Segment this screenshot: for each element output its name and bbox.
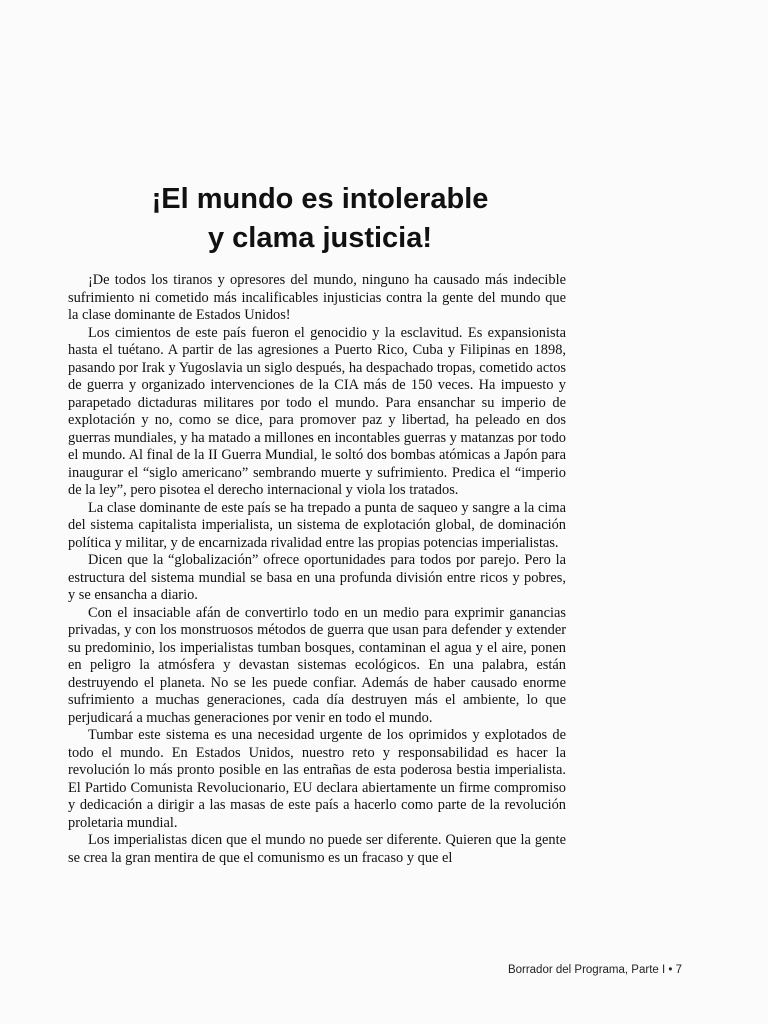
paragraph: Dicen que la “globalización” ofrece oportunidades para todos por parejo. Pero la estructura del sistema mundial se basa en una profunda división entre ricos y pobres, y se ensancha a diario. — [68, 552, 566, 603]
paragraph: Los cimientos de este país fueron el genocidio y la esclavitud. Es expansionista hasta el tuétano. A partir de las agresiones a Puerto Rico, Cuba y Filipinas en 1898, pasando por Irak y Yugoslavia un siglo después, ha despachado tropas, cometido actos de guerra y organizado intervenciones de la CIA más de 150 veces. Ha impuesto y parapetado dictaduras militares por todo el mundo. Para ensanchar su imperio de explotación y no, como se dice, para promover paz y libertad, ha peleado en dos guerras mundiales, y ha matado a millones en incontables guerras y matanzas por todo el mundo. Al final de la II Guerra Mundial, le soltó dos bombas atómicas a Japón para inaugurar el “siglo americano” sembrando muerte y sufrimiento. Predica el “imperio de la ley”, pero pisotea el derecho internacional y viola los tratados. — [68, 324, 566, 498]
paragraph: ¡De todos los tiranos y opresores del mundo, ninguno ha causado más indecible sufrimiento ni cometido más incalificables injusticias contra la gente del mundo que la clase dominante de Estados Unidos! — [68, 272, 566, 323]
title-line-2: y clama justicia! — [207, 222, 433, 254]
page-footer: Borrador del Programa, Parte I • 7 — [507, 964, 682, 976]
paragraph: Los imperialistas dicen que el mundo no puede ser diferente. Quieren que la gente se crea la gran mentira de que el comunismo es un fracaso y que el — [68, 832, 566, 866]
paragraph: La clase dominante de este país se ha trepado a punta de saqueo y sangre a la cima del sistema capitalista imperialista, un sistema de explotación global, de dominación política y militar, y de encarnizada rivalidad entre las propias potencias imperialistas. — [68, 499, 566, 551]
page-title — [60, 180, 580, 258]
body-text — [68, 272, 566, 867]
paragraph: Tumbar este sistema es una necesidad urgente de los oprimidos y explotados de todo el mundo. En Estados Unidos, nuestro reto y responsabilidad es hacer la revolución lo más pronto posible en las entrañas de esta poderosa bestia imperialista. El Partido Comunista Revolucionario, EU declara abiertamente un firme compromiso y dedicación a dirigir a las masas de este país a hacerlo como parte de la revolución proletaria mundial. — [68, 727, 566, 831]
title-line-1: ¡El mundo es intolerable — [151, 183, 489, 215]
paragraph: Con el insaciable afán de convertirlo todo en un medio para exprimir ganancias privadas, y con los monstruosos métodos de guerra que usan para defender y extender su predominio, los imperialistas tumban bosques, contaminan el agua y el aire, ponen en peligro la atmósfera y devastan sistemas ecológicos. En una palabra, están destruyendo el planeta. No se les puede confiar. Además de haber causado enorme sufrimiento a muchas generaciones, cada día destruyen más el ambiente, lo que perjudicará a muchas generaciones por venir en todo el mundo. — [68, 604, 566, 726]
